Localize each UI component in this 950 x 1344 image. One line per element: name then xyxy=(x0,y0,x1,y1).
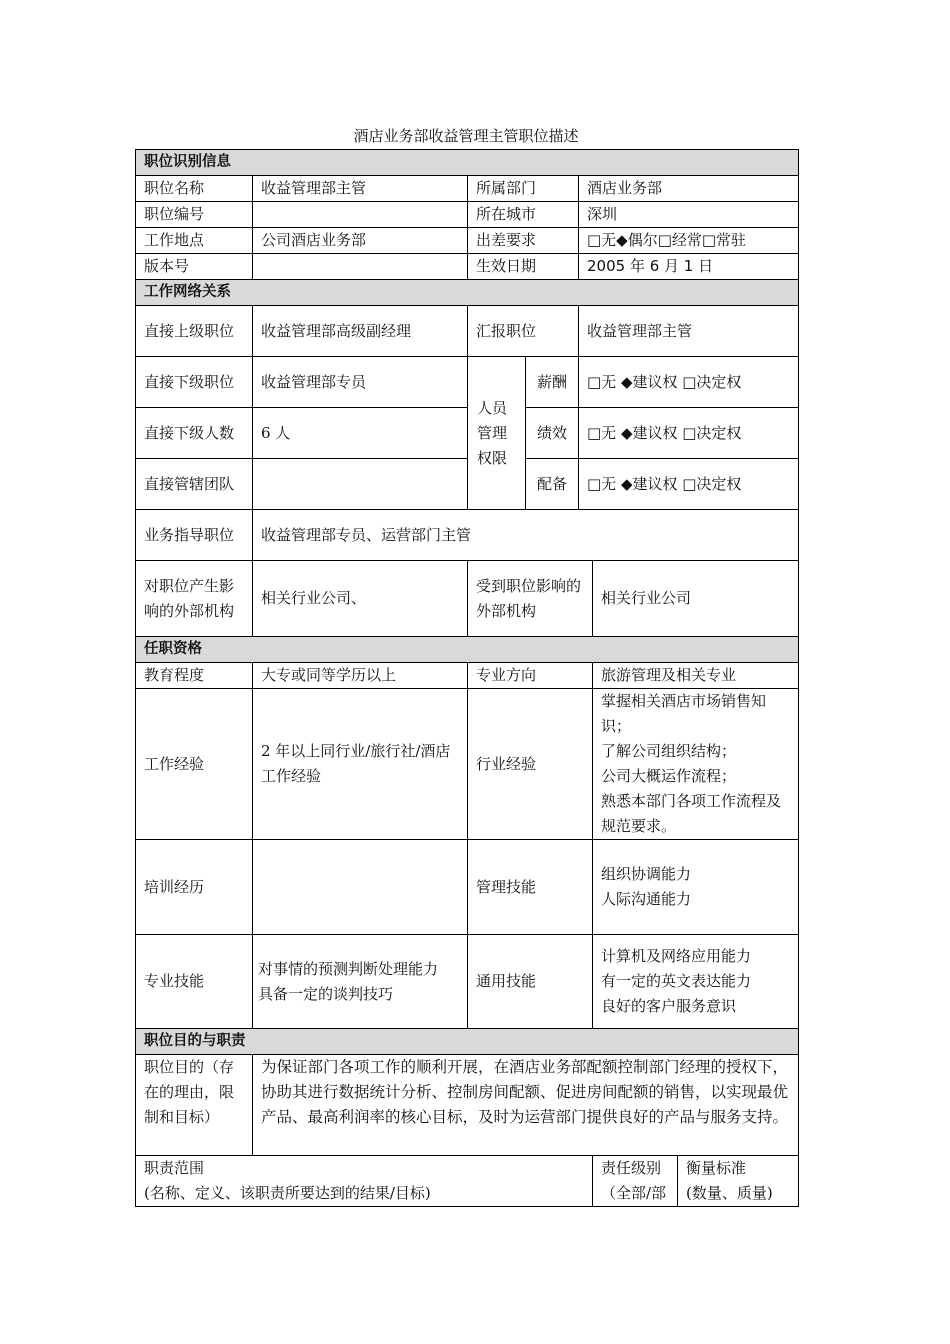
major-label: 专业方向 xyxy=(468,663,593,689)
effective-date-label: 生效日期 xyxy=(468,254,579,280)
report-label: 汇报职位 xyxy=(468,306,579,357)
team-label: 直接管辖团队 xyxy=(136,459,253,510)
section-header-row xyxy=(136,1029,799,1055)
list-item: 具备一定的谈判技巧 xyxy=(258,984,394,1003)
table-row xyxy=(136,459,799,510)
section-network-header: 工作网络关系 xyxy=(136,280,799,306)
table-row xyxy=(136,1156,799,1207)
staffing-label: 配备 xyxy=(526,459,579,510)
mgmt-skill-label: 管理技能 xyxy=(468,840,593,935)
duties-level-cell xyxy=(593,1156,678,1207)
position-no-value xyxy=(253,202,468,228)
direct-subordinate-label: 直接下级职位 xyxy=(136,357,253,408)
general-skill-label: 通用技能 xyxy=(468,935,593,1029)
subordinate-count-value: 6 人 xyxy=(253,408,468,459)
duties-level-note: （全部/部 xyxy=(601,1184,667,1202)
industry-exp-label: 行业经验 xyxy=(468,689,593,840)
table-row xyxy=(136,357,799,408)
personnel-authority-label: 人员管理权限 xyxy=(468,357,526,510)
training-value xyxy=(253,840,468,935)
list-item: 了解公司组织结构； xyxy=(601,742,737,760)
table-row xyxy=(136,306,799,357)
salary-value: □无 ◆建议权 □决定权 xyxy=(579,357,799,408)
pro-skill-list xyxy=(253,935,468,1029)
duties-scope-note: (名称、定义、该职责所要达到的结果/目标) xyxy=(144,1184,431,1202)
work-location-label: 工作地点 xyxy=(136,228,253,254)
influenced-label: 受到职位影响的外部机构 xyxy=(468,561,593,637)
purpose-text: 为保证部门各项工作的顺利开展，在酒店业务部配额控制部门经理的授权下，协助其进行数据统计分析、控制房间配额、促进房间配额的销售，以实现最优产品、最高利润率的核心目标，及时为运营部门提供良好的产品与服务支持。 xyxy=(253,1055,799,1156)
performance-value: □无 ◆建议权 □决定权 xyxy=(579,408,799,459)
list-item: 有一定的英文表达能力 xyxy=(601,972,752,990)
position-name-label: 职位名称 xyxy=(136,176,253,202)
direct-subordinate-value: 收益管理部专员 xyxy=(253,357,468,408)
duties-measure-note: (数量、质量) xyxy=(686,1184,773,1202)
external-influence-label: 对职位产生影响的外部机构 xyxy=(136,561,253,637)
section-header-row xyxy=(136,150,799,176)
table-row xyxy=(136,228,799,254)
duties-scope-label: 职责范围 xyxy=(144,1159,205,1177)
major-value: 旅游管理及相关专业 xyxy=(593,663,799,689)
staffing-value: □无 ◆建议权 □决定权 xyxy=(579,459,799,510)
team-value xyxy=(253,459,468,510)
table-row xyxy=(136,254,799,280)
list-item: 组织协调能力 xyxy=(601,865,692,883)
list-item: 熟悉本部门各项工作流程及规范要求。 xyxy=(601,792,782,835)
guidance-value: 收益管理部专员、运营部门主管 xyxy=(253,510,799,561)
external-influence-value: 相关行业公司、 xyxy=(253,561,468,637)
section-purpose-header: 职位目的与职责 xyxy=(136,1029,799,1055)
training-label: 培训经历 xyxy=(136,840,253,935)
industry-exp-list xyxy=(593,689,799,840)
department-label: 所属部门 xyxy=(468,176,579,202)
city-label: 所在城市 xyxy=(468,202,579,228)
table-row xyxy=(136,663,799,689)
work-location-value: 公司酒店业务部 xyxy=(253,228,468,254)
document-title: 酒店业务部收益管理主管职位描述 xyxy=(353,127,579,145)
department-value: 酒店业务部 xyxy=(579,176,799,202)
table-row xyxy=(136,176,799,202)
table-row xyxy=(136,202,799,228)
section-qualifications-header: 任职资格 xyxy=(136,637,799,663)
position-name-value: 收益管理部主管 xyxy=(253,176,468,202)
list-item: 对事情的预测判断处理能力 xyxy=(258,959,439,978)
guidance-label: 业务指导职位 xyxy=(136,510,253,561)
list-item: 掌握相关酒店市场销售知识； xyxy=(601,692,767,735)
work-exp-label: 工作经验 xyxy=(136,689,253,840)
direct-superior-label: 直接上级职位 xyxy=(136,306,253,357)
direct-superior-value: 收益管理部高级副经理 xyxy=(253,306,468,357)
table-row xyxy=(136,1055,799,1156)
work-exp-value: 2 年以上同行业/旅行社/酒店工作经验 xyxy=(253,689,468,840)
travel-label: 出差要求 xyxy=(468,228,579,254)
version-label: 版本号 xyxy=(136,254,253,280)
report-value: 收益管理部主管 xyxy=(579,306,799,357)
position-no-label: 职位编号 xyxy=(136,202,253,228)
duties-measure-cell xyxy=(678,1156,799,1207)
list-item: 人际沟通能力 xyxy=(601,890,692,908)
list-item: 良好的客户服务意识 xyxy=(601,997,737,1015)
table-row xyxy=(136,689,799,840)
section-header-row xyxy=(136,280,799,306)
influenced-value: 相关行业公司 xyxy=(593,561,799,637)
purpose-label-note: （存在的理由，限制和目标） xyxy=(144,1058,235,1126)
duties-measure-label: 衡量标准 xyxy=(686,1159,747,1177)
duties-level-label: 责任级别 xyxy=(601,1159,662,1177)
job-description-table xyxy=(135,149,799,1207)
pro-skill-label: 专业技能 xyxy=(136,935,253,1029)
list-item: 公司大概运作流程； xyxy=(601,767,737,785)
city-value: 深圳 xyxy=(579,202,799,228)
salary-label: 薪酬 xyxy=(526,357,579,408)
table-row xyxy=(136,935,799,1029)
table-row xyxy=(136,408,799,459)
education-label: 教育程度 xyxy=(136,663,253,689)
purpose-label: 职位目的 xyxy=(144,1058,205,1076)
section-identity-header: 职位识别信息 xyxy=(136,150,799,176)
general-skill-list xyxy=(593,935,799,1029)
table-row xyxy=(136,840,799,935)
travel-value: □无◆偶尔□经常□常驻 xyxy=(579,228,799,254)
purpose-label-cell xyxy=(136,1055,253,1156)
education-value: 大专或同等学历以上 xyxy=(253,663,468,689)
table-row xyxy=(136,561,799,637)
list-item: 计算机及网络应用能力 xyxy=(601,947,752,965)
subordinate-count-label: 直接下级人数 xyxy=(136,408,253,459)
performance-label: 绩效 xyxy=(526,408,579,459)
section-header-row xyxy=(136,637,799,663)
table-row xyxy=(136,510,799,561)
effective-date-value: 2005 年 6 月 1 日 xyxy=(579,254,799,280)
duties-scope-cell xyxy=(136,1156,593,1207)
version-value xyxy=(253,254,468,280)
mgmt-skill-list xyxy=(593,840,799,935)
